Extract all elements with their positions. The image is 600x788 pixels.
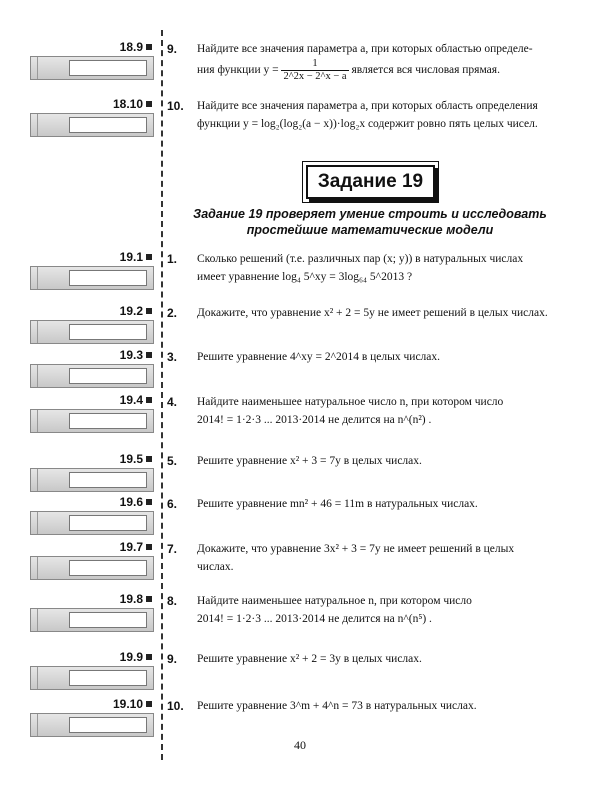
answer-field-19-10[interactable]: 19.10 xyxy=(30,697,154,737)
section-subtitle: Задание 19 проверяет умение строить и исследовать простейшие математические модели xyxy=(193,207,547,237)
problem-19-10: 10. Решите уравнение 3^m + 4^n = 73 в натуральных числах. xyxy=(167,699,477,713)
problem-19-8: 8. Найдите наименьшее натуральное n, при котором число 2014! = 1·2·3 ... 2013·2014 не делится на n^(n⁵) . xyxy=(167,594,472,625)
answer-field-19-7[interactable]: 19.7 xyxy=(30,540,154,580)
problem-19-2: 2. Докажите, что уравнение x² + 2 = 5y не имеет решений в целых числах. xyxy=(167,306,548,320)
answer-field-19-4[interactable]: 19.4 xyxy=(30,393,154,433)
fraction: $\frac{1}{2\^{}2x - 2\^{}x - a}$ xyxy=(283,58,347,82)
section-title: Задание 19 xyxy=(306,165,435,199)
page-number: 40 xyxy=(294,738,306,752)
problem-18-9: 9. Найдите все значения параметра a, при которых областью определе- ния функции y = $\frac{1}{2\^{}2x - 2\^{}x - a}$ является вся числовая прямая. xyxy=(167,42,533,82)
problem-19-1: 1. Сколько решений (т.е. различных пар (x; y)) в натуральных числах имеет уравнение log₄ 5^xy = 3log₆₄ 5^2013 ? xyxy=(167,252,524,283)
problem-19-7: 7. Докажите, что уравнение 3x² + 3 = 7y не имеет решений в целых числах. xyxy=(167,542,515,573)
answer-field-19-3[interactable]: 19.3 xyxy=(30,348,154,388)
problem-19-3: 3. Решите уравнение 4^xy = 2^2014 в целых числах. xyxy=(167,350,441,364)
problem-19-4: 4. Найдите наименьшее натуральное число n, при котором число 2014! = 1·2·3 ... 2013·2014 не делится на n^(n²) . xyxy=(167,395,504,426)
cut-line xyxy=(161,30,163,760)
problem-19-9: 9. Решите уравнение x² + 2 = 3y в целых числах. xyxy=(167,652,422,666)
answer-field-19-1[interactable]: 19.1 xyxy=(30,250,154,290)
answer-field-19-6[interactable]: 19.6 xyxy=(30,495,154,535)
problem-18-10: 10. Найдите все значения параметра a, при которых область определения функции y = log₂(log₂(a − x))·log₂x содержит ровно пять целых чисел. xyxy=(167,99,538,130)
problem-19-5: 5. Решите уравнение x² + 3 = 7y в целых числах. xyxy=(167,454,422,468)
answer-field-19-5[interactable]: 19.5 xyxy=(30,452,154,492)
answer-field-19-8[interactable]: 19.8 xyxy=(30,592,154,632)
answer-field-19-9[interactable]: 19.9 xyxy=(30,650,154,690)
problem-19-6: 6. Решите уравнение mn² + 46 = 11m в натуральных числах. xyxy=(167,497,478,511)
answer-field-19-2[interactable]: 19.2 xyxy=(30,304,154,344)
answer-field-18-9[interactable]: 18.9 xyxy=(30,40,154,80)
answer-field-18-10[interactable]: 18.10 xyxy=(30,97,154,137)
